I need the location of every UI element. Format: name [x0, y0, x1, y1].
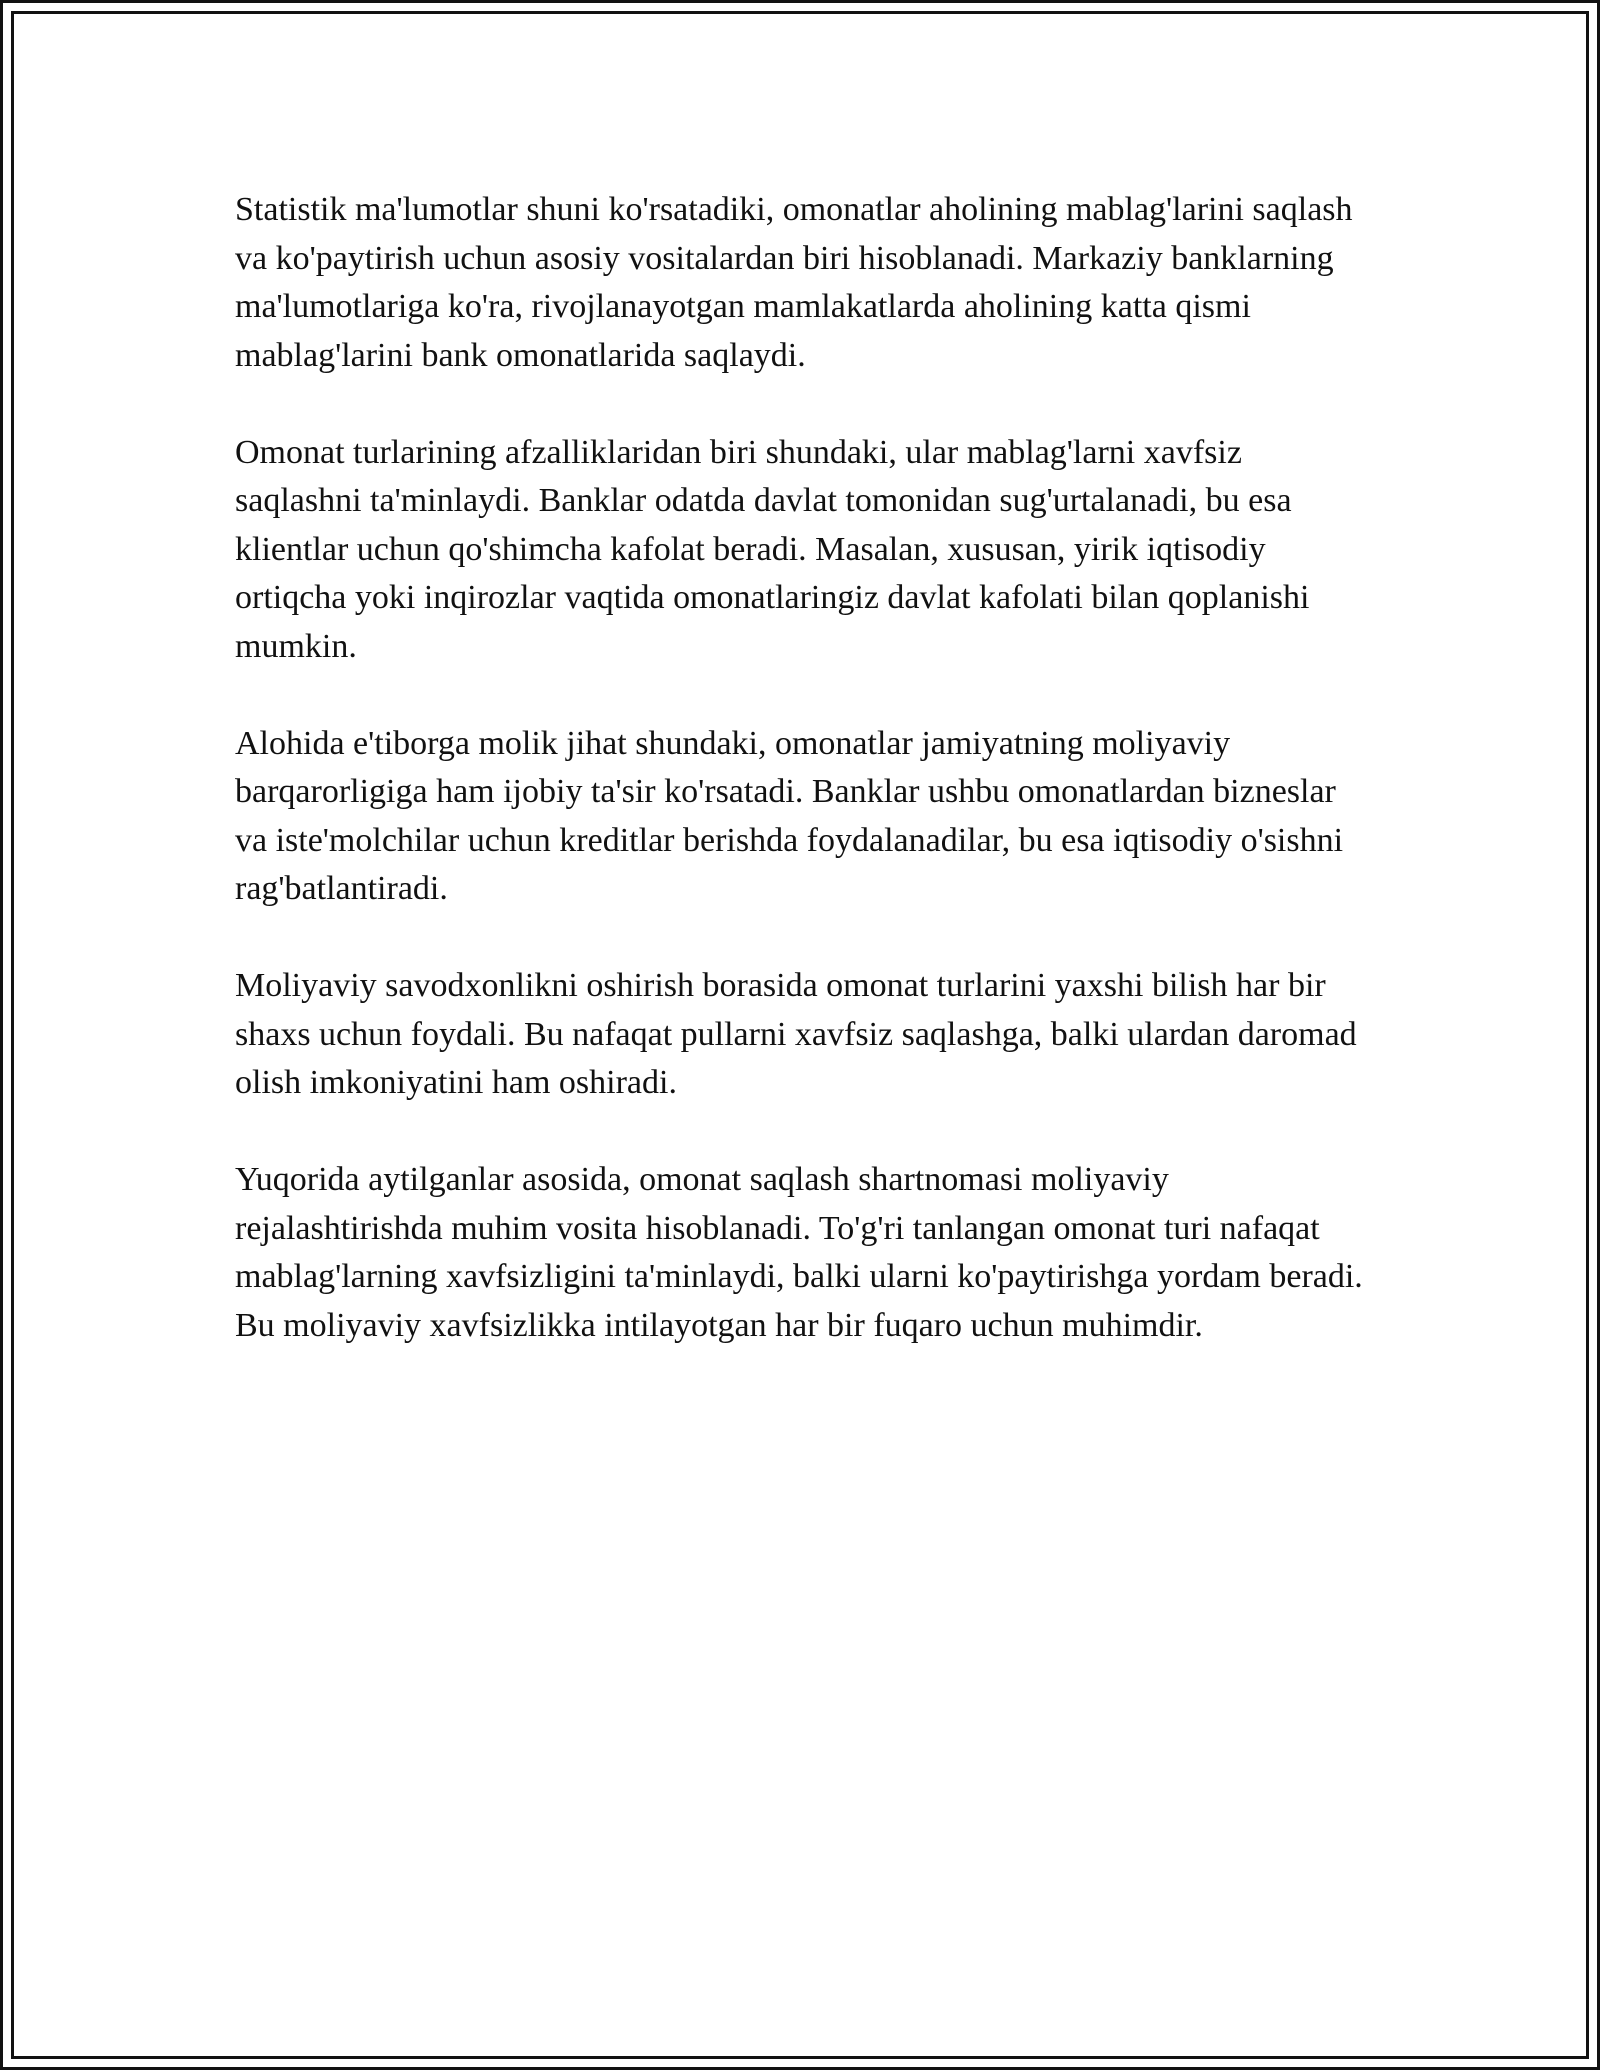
paragraph-5: Yuqorida aytilganlar asosida, omonat saqlash shartnomasi moliyaviy rejalashtirishda muhim vosita hisoblanadi. To'g'ri tanlangan omonat turi nafaqat mablag'larning xavfsizligini ta'minlaydi, balki ularni ko'paytirishga yordam beradi. Bu moliyaviy xavfsizlikka intilayotgan har bir fuqaro uchun muhimdir.	[235, 1161, 1363, 1344]
paragraph-3: Alohida e'tiborga molik jihat shundaki, omonatlar jamiyatning moliyaviy barqarorligiga ham ijobiy ta'sir ko'rsatadi. Banklar ushbu omonatlardan bizneslar va iste'molchilar uchun kreditlar berishda foydalanadilar, bu esa iqtisodiy o'sishni rag'batlantiradi.	[235, 724, 1344, 907]
document-body	[235, 186, 1375, 1399]
paragraph-2: Omonat turlarining afzalliklaridan biri shundaki, ular mablag'larni xavfsiz saqlashni ta'minlaydi. Banklar odatda davlat tomonidan sug'urtalanadi, bu esa klientlar uchun qo'shimcha kafolat beradi. Masalan, xususan, yirik iqtisodiy ortiqcha yoki inqirozlar vaqtida omonatlaringiz davlat kafolati bilan qoplanishi mumkin.	[235, 433, 1310, 665]
paragraph-1: Statistik ma'lumotlar shuni ko'rsatadiki, omonatlar aholining mablag'larini saqlash va ko'paytirish uchun asosiy vositalardan biri hisoblanadi. Markaziy banklarning ma'lumotlariga ko'ra, rivojlanayotgan mamlakatlarda aholining katta qismi mablag'larini bank omonatlarida saqlaydi.	[235, 191, 1353, 374]
paragraph-4: Moliyaviy savodxonlikni oshirish borasida omonat turlarini yaxshi bilish har bir shaxs uchun foydali. Bu nafaqat pullarni xavfsiz saqlashga, balki ulardan daromad olish imkoniyatini ham oshiradi.	[235, 967, 1357, 1101]
